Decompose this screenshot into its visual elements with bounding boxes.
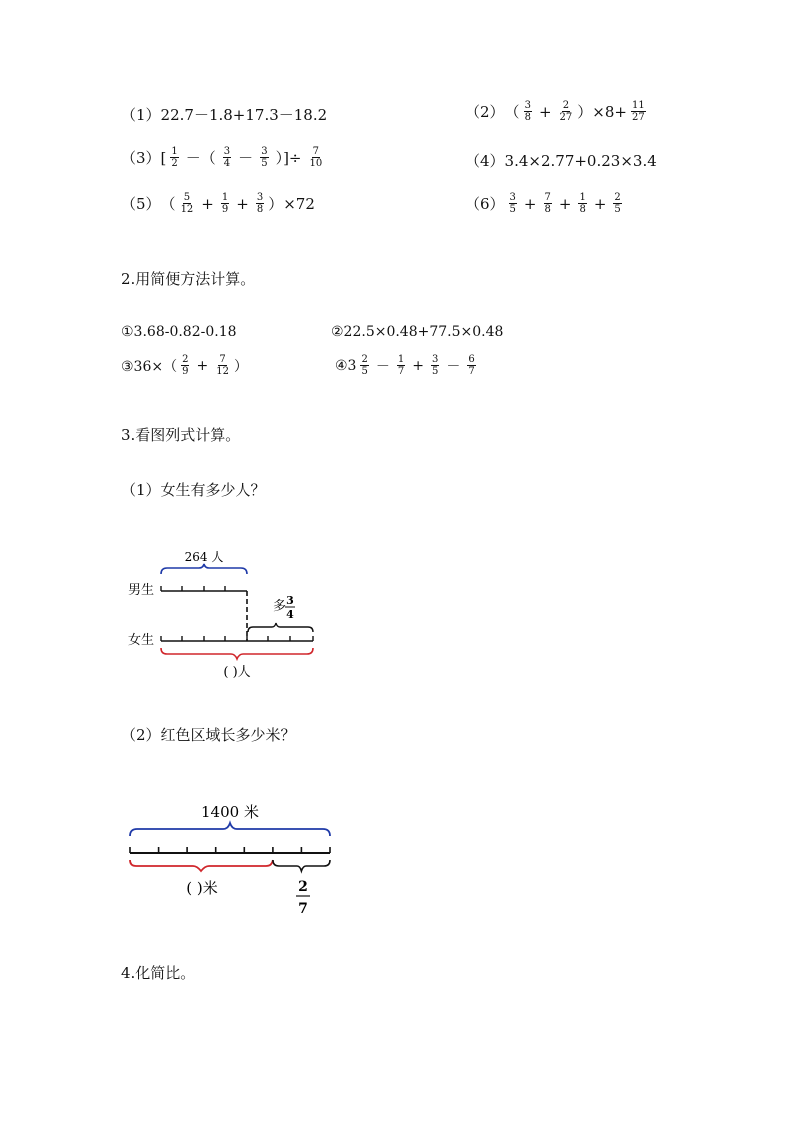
diagram-red-region bbox=[122, 795, 338, 925]
more-prefix: 多 bbox=[273, 599, 287, 614]
close-paren: ） bbox=[233, 358, 248, 375]
problem-2-3-label: ③36×（ bbox=[121, 358, 178, 375]
numerator: 5 bbox=[183, 192, 191, 203]
denominator: 10 bbox=[309, 158, 323, 169]
operator: + bbox=[558, 194, 572, 213]
numerator: 3 bbox=[524, 100, 531, 111]
problem-2-3 bbox=[121, 354, 248, 377]
open-paren: （ bbox=[160, 195, 176, 213]
problem-6 bbox=[465, 192, 626, 215]
close-paren: ）×72 bbox=[268, 195, 315, 213]
denominator: 7 bbox=[468, 366, 475, 377]
question-3-1: （1）女生有多少人？ bbox=[121, 481, 266, 499]
denominator: 4 bbox=[223, 158, 231, 169]
fraction bbox=[260, 146, 268, 169]
problem-3 bbox=[121, 146, 327, 169]
denominator: 9 bbox=[221, 204, 229, 215]
denominator: 8 bbox=[256, 204, 264, 215]
section-3-heading: 3.看图列式计算。 bbox=[121, 426, 241, 444]
denominator: 8 bbox=[579, 204, 586, 215]
numerator: 7 bbox=[312, 146, 320, 157]
question-3-2: （2）红色区域长多少米？ bbox=[121, 726, 296, 744]
problem-4-label: （4） bbox=[465, 152, 505, 170]
close-paren: ） bbox=[577, 103, 593, 121]
denominator: 5 bbox=[431, 366, 439, 377]
denominator: 27 bbox=[631, 112, 645, 123]
problem-2-4 bbox=[335, 354, 480, 377]
problem-2-label: （2） bbox=[465, 103, 505, 121]
fraction bbox=[578, 192, 586, 215]
problem-5-label: （5） bbox=[121, 195, 161, 213]
numerator: 3 bbox=[509, 192, 516, 203]
red-brace bbox=[161, 648, 313, 659]
operator: + bbox=[201, 194, 214, 213]
black-brace bbox=[248, 623, 313, 632]
numerator: 1 bbox=[221, 192, 229, 203]
problem-2 bbox=[465, 100, 650, 123]
fraction bbox=[221, 192, 229, 215]
fraction bbox=[256, 192, 264, 215]
denominator: 8 bbox=[544, 204, 551, 215]
operator: ×8+ bbox=[592, 102, 627, 121]
problem-4 bbox=[465, 150, 657, 171]
numerator: 2 bbox=[182, 354, 189, 365]
blue-brace bbox=[161, 564, 247, 574]
denominator: 5 bbox=[261, 158, 268, 169]
fraction bbox=[431, 354, 439, 377]
operator: + bbox=[236, 194, 249, 213]
denominator: 12 bbox=[216, 366, 229, 377]
total-length-label: 1400 米 bbox=[201, 803, 259, 821]
operator: －（ bbox=[185, 149, 216, 167]
numerator: 3 bbox=[223, 146, 231, 157]
section-4-heading: 4.化简比。 bbox=[121, 964, 196, 982]
fraction bbox=[181, 354, 189, 377]
numerator: 2 bbox=[361, 354, 368, 365]
more-numerator: 3 bbox=[286, 594, 294, 607]
numerator: 7 bbox=[544, 192, 551, 203]
denominator: 8 bbox=[524, 112, 531, 123]
fraction-numerator: 2 bbox=[298, 879, 308, 895]
fraction bbox=[170, 146, 178, 169]
problem-1-expr: 22.7－1.8+17.3－18.2 bbox=[160, 106, 328, 124]
blue-brace bbox=[130, 823, 330, 836]
fraction bbox=[544, 192, 552, 215]
fraction bbox=[631, 100, 646, 123]
problem-2-2: ②22.5×0.48+77.5×0.48 bbox=[331, 324, 504, 340]
problem-3-label: （3） bbox=[121, 149, 161, 167]
numerator: 6 bbox=[468, 354, 475, 365]
red-answer-label: ( )米 bbox=[186, 879, 218, 897]
operator: － bbox=[238, 149, 254, 167]
problem-6-label: （6） bbox=[465, 195, 505, 213]
operator: + bbox=[523, 194, 537, 213]
numerator: 1 bbox=[579, 192, 586, 203]
numerator: 2 bbox=[614, 192, 621, 203]
denominator: 5 bbox=[509, 204, 516, 215]
problem-4-expr: 3.4×2.77+0.23×3.4 bbox=[504, 151, 657, 170]
black-brace bbox=[273, 860, 330, 871]
numerator: 11 bbox=[631, 100, 645, 111]
boys-label: 男生 bbox=[128, 583, 155, 598]
denominator: 12 bbox=[180, 204, 194, 215]
operator: ）]÷ bbox=[275, 149, 302, 167]
operator: － bbox=[446, 358, 461, 375]
numerator: 1 bbox=[397, 354, 405, 365]
denominator: 27 bbox=[559, 112, 573, 123]
problem-1 bbox=[121, 104, 327, 125]
fraction bbox=[223, 146, 231, 169]
problem-2-4-label: ④3 bbox=[335, 357, 357, 374]
section-2-heading: 2.用简便方法计算。 bbox=[121, 270, 256, 288]
denominator: 9 bbox=[182, 366, 189, 377]
operator: － bbox=[375, 358, 390, 375]
denominator: 5 bbox=[614, 204, 621, 215]
fraction bbox=[360, 354, 368, 377]
diagram-boys-girls bbox=[120, 548, 330, 688]
fraction bbox=[559, 100, 574, 123]
denominator: 2 bbox=[171, 158, 178, 169]
fraction-denominator: 7 bbox=[298, 901, 308, 917]
operator: + bbox=[412, 357, 424, 374]
fraction bbox=[509, 192, 517, 215]
operator: + bbox=[538, 102, 552, 121]
red-brace bbox=[130, 860, 273, 871]
fraction bbox=[524, 100, 532, 123]
total-boys-label: 264 人 bbox=[184, 550, 224, 564]
fraction bbox=[397, 354, 405, 377]
numerator: 2 bbox=[562, 100, 570, 111]
numerator: 1 bbox=[171, 146, 178, 157]
numerator: 3 bbox=[261, 146, 268, 157]
open-bracket: [ bbox=[160, 148, 167, 167]
fraction bbox=[180, 192, 195, 215]
numerator: 3 bbox=[256, 192, 264, 203]
fraction bbox=[308, 146, 323, 169]
denominator: 7 bbox=[397, 366, 405, 377]
problem-1-label: （1） bbox=[121, 106, 161, 124]
numerator: 7 bbox=[219, 354, 226, 365]
girls-label: 女生 bbox=[128, 633, 155, 648]
operator: + bbox=[196, 357, 209, 374]
problem-2-1: ①3.68-0.82-0.18 bbox=[121, 324, 237, 340]
operator: + bbox=[593, 194, 607, 213]
fraction bbox=[467, 354, 475, 377]
fraction bbox=[613, 192, 621, 215]
fraction bbox=[215, 354, 230, 377]
problem-5 bbox=[121, 192, 315, 215]
denominator: 5 bbox=[361, 366, 368, 377]
girls-answer-label: ( )人 bbox=[223, 665, 251, 680]
numerator: 3 bbox=[431, 354, 439, 365]
open-paren: （ bbox=[504, 103, 520, 121]
more-denominator: 4 bbox=[286, 608, 294, 621]
